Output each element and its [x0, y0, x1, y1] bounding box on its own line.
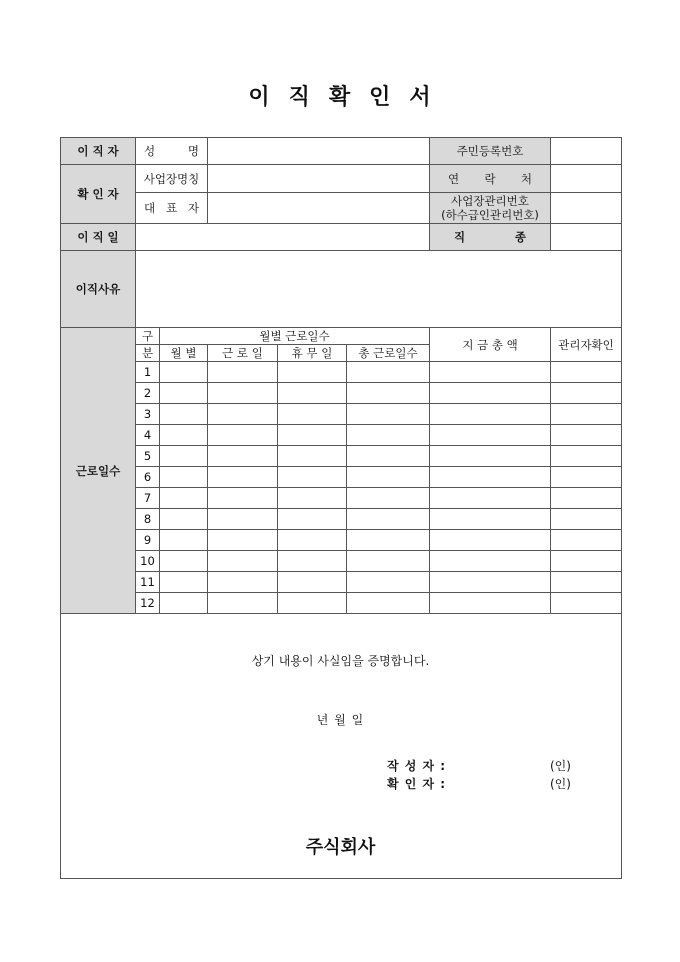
row-number: 4 [136, 425, 160, 446]
manager-cell[interactable] [551, 404, 622, 425]
workdays-cell[interactable] [208, 572, 278, 593]
manager-cell[interactable] [551, 425, 622, 446]
total-cell[interactable] [347, 425, 430, 446]
holidays-cell[interactable] [278, 446, 347, 467]
holidays-header: 휴 무 일 [278, 345, 347, 362]
workplace-mgmt-no-field[interactable] [551, 193, 622, 224]
row-number: 3 [136, 404, 160, 425]
total-cell[interactable] [347, 488, 430, 509]
holidays-cell[interactable] [278, 383, 347, 404]
month-header: 월 별 [160, 345, 208, 362]
month-cell[interactable] [160, 530, 208, 551]
workplace-mgmt-no-label: 사업장관리번호 (하수급인관리번호) [430, 193, 551, 224]
resign-date-label: 이 직 일 [61, 224, 136, 251]
manager-cell[interactable] [551, 509, 622, 530]
holidays-cell[interactable] [278, 404, 347, 425]
total-cell[interactable] [347, 509, 430, 530]
workdays-cell[interactable] [208, 446, 278, 467]
workdays-cell[interactable] [208, 404, 278, 425]
payment-cell[interactable] [430, 509, 551, 530]
row-number: 12 [136, 593, 160, 614]
holidays-cell[interactable] [278, 530, 347, 551]
total-cell[interactable] [347, 572, 430, 593]
month-cell[interactable] [160, 425, 208, 446]
row-number: 10 [136, 551, 160, 572]
holidays-cell[interactable] [278, 425, 347, 446]
division-header-top: 구 [136, 328, 160, 345]
payment-cell[interactable] [430, 530, 551, 551]
manager-cell[interactable] [551, 551, 622, 572]
holidays-cell[interactable] [278, 572, 347, 593]
month-cell[interactable] [160, 593, 208, 614]
workdays-cell[interactable] [208, 425, 278, 446]
work-days-label: 근로일수 [61, 328, 136, 614]
writer-seal: (인) [550, 759, 571, 773]
month-cell[interactable] [160, 509, 208, 530]
workdays-header: 근 로 일 [208, 345, 278, 362]
payment-cell[interactable] [430, 593, 551, 614]
workplace-name-field[interactable] [208, 165, 430, 193]
workdays-cell[interactable] [208, 593, 278, 614]
month-cell[interactable] [160, 488, 208, 509]
rrn-field[interactable] [551, 138, 622, 165]
job-type-label: 직 종 [430, 224, 551, 251]
certification-statement: 상기 내용이 사실임을 증명합니다. [251, 654, 430, 668]
manager-cell[interactable] [551, 593, 622, 614]
writer-label: 작 성 자 : [387, 759, 447, 773]
holidays-cell[interactable] [278, 593, 347, 614]
total-workdays-header: 총 근로일수 [347, 345, 430, 362]
manager-confirm-header: 관리자확인 [551, 328, 622, 362]
manager-cell[interactable] [551, 383, 622, 404]
manager-cell[interactable] [551, 530, 622, 551]
row-number: 7 [136, 488, 160, 509]
resign-date-field[interactable] [136, 224, 430, 251]
holidays-cell[interactable] [278, 467, 347, 488]
workdays-cell[interactable] [208, 530, 278, 551]
contact-field[interactable] [551, 165, 622, 193]
representative-field[interactable] [208, 193, 430, 224]
workdays-cell[interactable] [208, 488, 278, 509]
document-title [0, 80, 680, 111]
rrn-label: 주민등록번호 [430, 138, 551, 165]
payment-total-header: 지 금 총 액 [430, 328, 551, 362]
payment-cell[interactable] [430, 425, 551, 446]
holidays-cell[interactable] [278, 509, 347, 530]
workdays-cell[interactable] [208, 383, 278, 404]
month-cell[interactable] [160, 383, 208, 404]
payment-cell[interactable] [430, 488, 551, 509]
job-type-field[interactable] [551, 224, 622, 251]
payment-cell[interactable] [430, 362, 551, 383]
workdays-cell[interactable] [208, 509, 278, 530]
manager-cell[interactable] [551, 488, 622, 509]
month-cell[interactable] [160, 467, 208, 488]
holidays-cell[interactable] [278, 362, 347, 383]
company-name: 주식회사 [305, 837, 376, 858]
total-cell[interactable] [347, 530, 430, 551]
payment-cell[interactable] [430, 551, 551, 572]
total-cell[interactable] [347, 467, 430, 488]
division-header-bottom: 분 [136, 345, 160, 362]
row-number: 8 [136, 509, 160, 530]
total-cell[interactable] [347, 404, 430, 425]
certification-content [61, 614, 620, 879]
holidays-cell[interactable] [278, 551, 347, 572]
row-number: 6 [136, 467, 160, 488]
total-cell[interactable] [347, 551, 430, 572]
manager-cell[interactable] [551, 446, 622, 467]
row-number: 11 [136, 572, 160, 593]
name-field[interactable] [208, 138, 430, 165]
total-cell[interactable] [347, 362, 430, 383]
manager-cell[interactable] [551, 467, 622, 488]
confirmer-sign-label: 확 인 자 : [387, 777, 447, 791]
workdays-cell[interactable] [208, 551, 278, 572]
title-char: 직 [288, 85, 311, 110]
representative-label: 대 표 자 [136, 193, 208, 224]
title-char: 인 [369, 85, 392, 110]
confirmer-seal: (인) [550, 777, 571, 791]
payment-cell[interactable] [430, 383, 551, 404]
month-cell[interactable] [160, 362, 208, 383]
month-cell[interactable] [160, 572, 208, 593]
title-char: 서 [409, 85, 432, 110]
total-cell[interactable] [347, 383, 430, 404]
resignee-label: 이 직 자 [61, 138, 136, 165]
contact-label: 연 락 처 [430, 165, 551, 193]
title-char: 이 [248, 85, 271, 110]
month-cell[interactable] [160, 446, 208, 467]
month-cell[interactable] [160, 404, 208, 425]
total-cell[interactable] [347, 446, 430, 467]
resign-reason-field[interactable] [136, 251, 622, 328]
holidays-cell[interactable] [278, 488, 347, 509]
row-number: 5 [136, 446, 160, 467]
resign-reason-label: 이직사유 [61, 251, 136, 328]
row-number: 9 [136, 530, 160, 551]
payment-cell[interactable] [430, 467, 551, 488]
monthly-workdays-header: 월별 근로일수 [160, 328, 430, 345]
name-label: 성 명 [136, 138, 208, 165]
payment-cell[interactable] [430, 572, 551, 593]
workplace-name-label: 사업장명칭 [136, 165, 208, 193]
manager-cell[interactable] [551, 572, 622, 593]
row-number: 2 [136, 383, 160, 404]
workdays-cell[interactable] [208, 362, 278, 383]
manager-cell[interactable] [551, 362, 622, 383]
payment-cell[interactable] [430, 446, 551, 467]
workdays-cell[interactable] [208, 467, 278, 488]
payment-cell[interactable] [430, 404, 551, 425]
confirmer-label: 확 인 자 [61, 165, 136, 224]
month-cell[interactable] [160, 551, 208, 572]
issue-date: 년 월 일 [316, 713, 365, 727]
title-char: 확 [328, 85, 352, 110]
total-cell[interactable] [347, 593, 430, 614]
row-number: 1 [136, 362, 160, 383]
